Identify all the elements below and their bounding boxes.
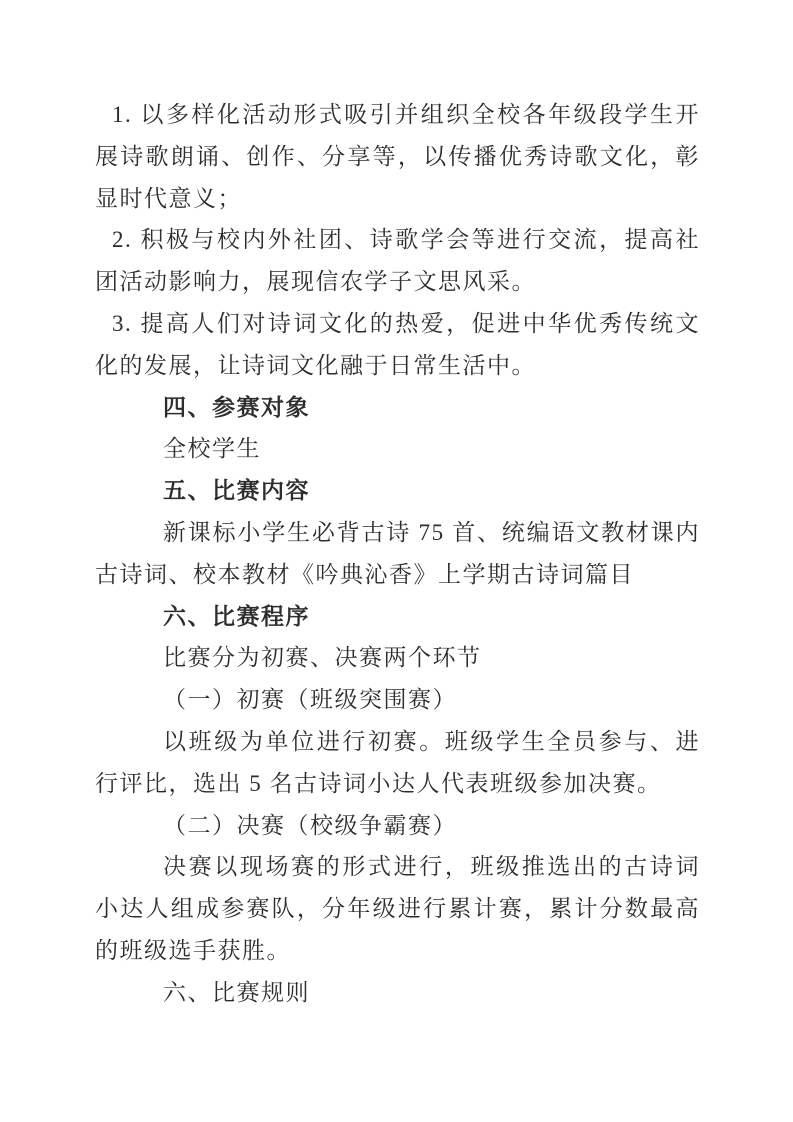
heading-section-5-contest-content: 五、比赛内容 [163,478,310,504]
list-item-3: 3. 提高人们对诗词文化的热爱，促进中华优秀传统文化的发展，让诗词文化融于日常生活中。 [95,310,700,378]
heading-section-4-participants: 四、参赛对象 [163,394,310,420]
paragraph-preliminary-round-detail: 以班级为单位进行初赛。班级学生全员参与、进行评比，选出 5 名古诗词小达人代表班级参加决赛。 [95,728,700,796]
list-item-2: 2. 积极与校内外社团、诗歌学会等进行交流，提高社团活动影响力，展现信农学子文思风采。 [95,227,700,295]
paragraph-preliminary-round-title: （一）初赛（班级突围赛） [163,687,457,713]
list-item-1: 1. 以多样化活动形式吸引并组织全校各年级段学生开展诗歌朗诵、创作、分享等，以传播优秀诗歌文化，彰显时代意义； [95,102,700,211]
paragraph-contest-rules-title: 六、比赛规则 [163,979,310,1005]
paragraph-participants: 全校学生 [163,436,261,462]
paragraph-final-round-detail: 决赛以现场赛的形式进行，班级推选出的古诗词小达人组成参赛队，分年级进行累计赛，累计分数最高的班级选手获胜。 [95,854,700,963]
paragraph-contest-content: 新课标小学生必背古诗 75 首、统编语文教材课内古诗词、校本教材《吟典沁香》上学期古诗词篇目 [95,519,700,587]
heading-section-6-contest-procedure: 六、比赛程序 [163,603,310,629]
paragraph-procedure-overview: 比赛分为初赛、决赛两个环节 [163,645,482,671]
paragraph-final-round-title: （二）决赛（校级争霸赛） [163,812,457,838]
